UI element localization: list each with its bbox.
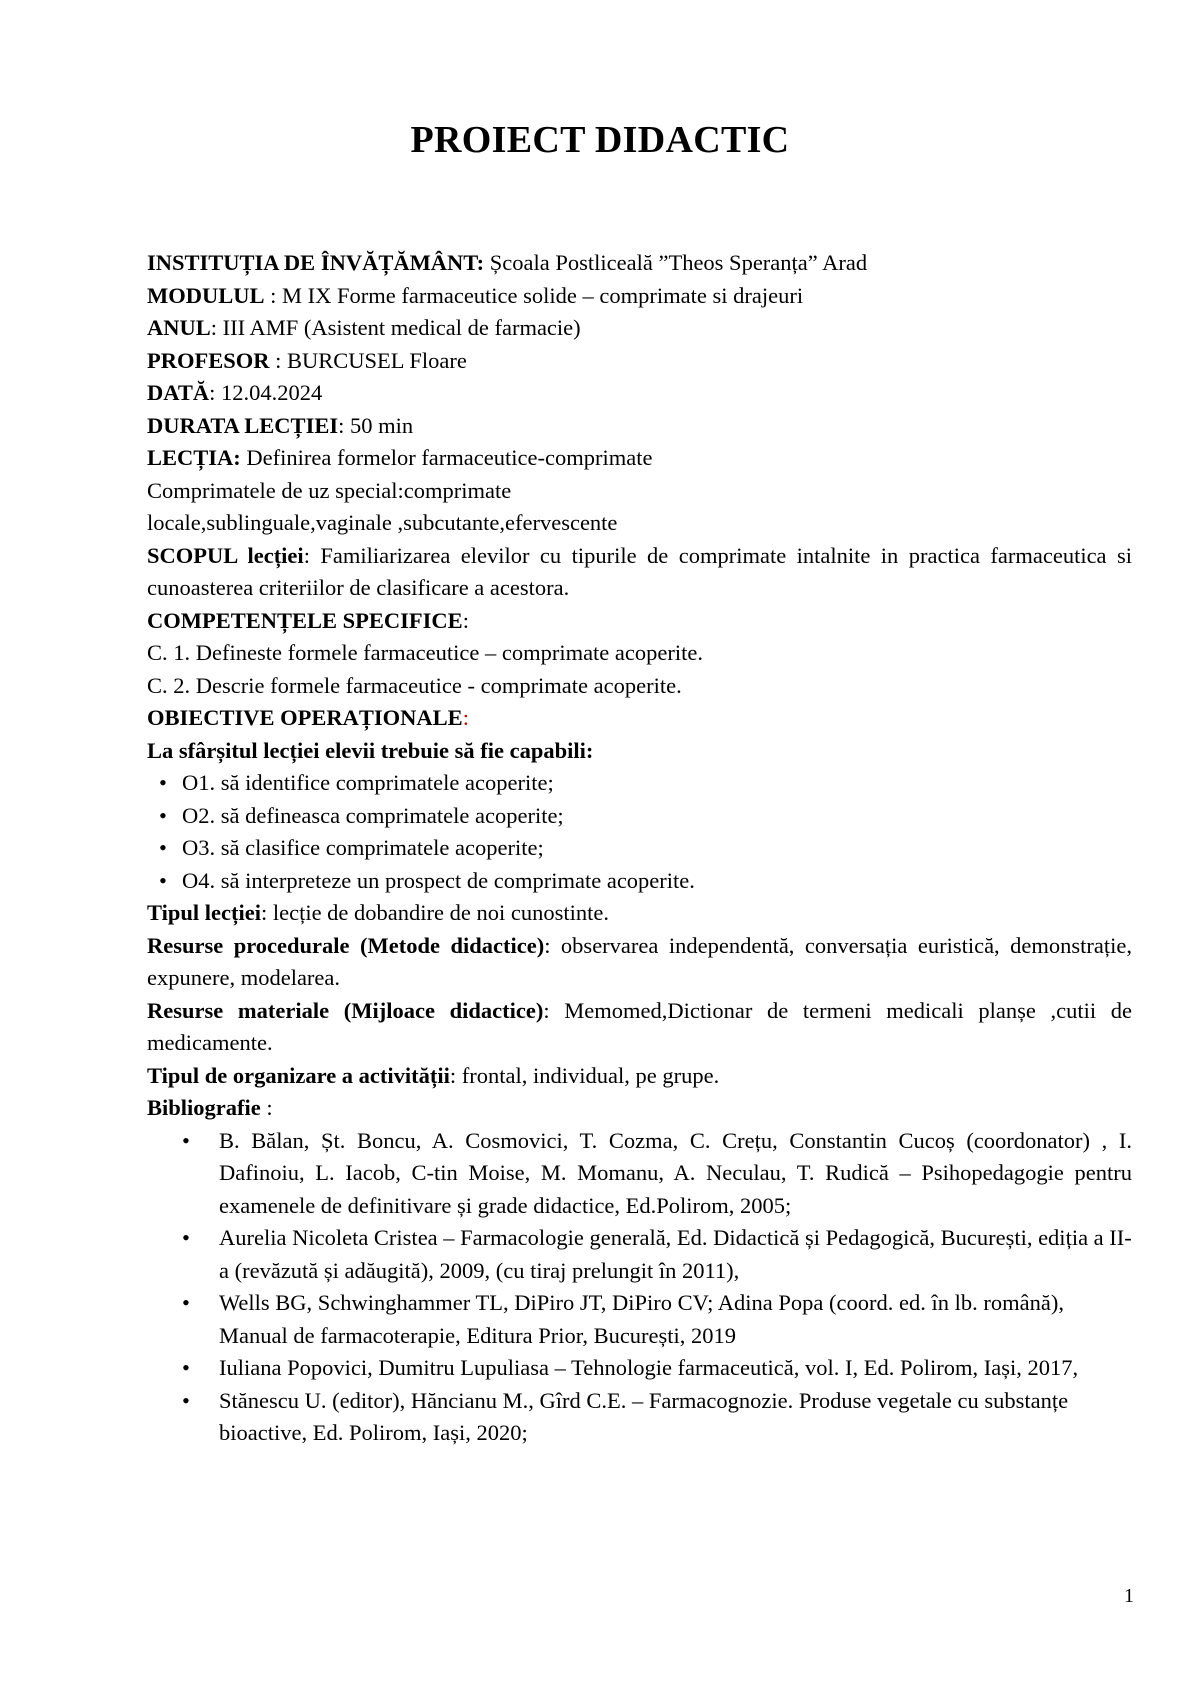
document-body bbox=[147, 247, 1132, 1450]
institutie-value: Școala Postliceală ”Theos Speranța” Arad bbox=[484, 250, 868, 275]
obiective-list bbox=[147, 767, 1132, 897]
durata-line bbox=[147, 410, 1132, 443]
resproc-value: : observarea independentă, conversația euristică, demonstrație, expunere, modelarea. bbox=[147, 932, 1133, 990]
anul-value: : III AMF (Asistent medical de farmacie) bbox=[210, 315, 581, 340]
list-item bbox=[147, 1222, 1132, 1287]
biblio-colon: : bbox=[260, 1095, 273, 1120]
list-item bbox=[147, 800, 1132, 833]
lectia-value: Definirea formelor farmaceutice-comprimate bbox=[240, 445, 653, 470]
competenta-item: C. 1. Defineste formele farmaceutice – comprimate acoperite. bbox=[147, 640, 703, 665]
institutie-line bbox=[147, 247, 1132, 280]
obiectiv-text: O2. să defineasca comprimatele acoperite; bbox=[182, 802, 564, 828]
durata-value: : 50 min bbox=[338, 412, 414, 438]
bibliografie-list bbox=[147, 1125, 1132, 1450]
list-item bbox=[147, 1125, 1132, 1223]
data-value: : 12.04.2024 bbox=[209, 380, 323, 405]
bibliografie-text: Iuliana Popovici, Dumitru Lupuliasa – Tehnologie farmaceutică, vol. I, Ed. Polirom, Iași, 2017, bbox=[219, 1355, 1079, 1380]
bibliografie-text: B. Bălan, Șt. Boncu, A. Cosmovici, T. Cozma, C. Crețu, Constantin Cucoș (coordonator) , I. Dafinoiu, L. Iacob, C-tin Moise, M. Momanu, A. Neculau, T. Rudică – Psihopedagogie pentru examenele de definitivare și grade didactice, Ed.Polirom, 2005; bbox=[219, 1127, 1132, 1218]
obiective-label: OBIECTIVE OPERAȚIONALE bbox=[147, 705, 463, 730]
bullet-icon: • bbox=[159, 802, 167, 828]
institutie-label: INSTITUȚIA DE ÎNVĂȚĂMÂNT: bbox=[147, 250, 485, 275]
list-item bbox=[147, 767, 1132, 800]
bullet-icon: • bbox=[159, 867, 167, 893]
page-number: 1 bbox=[1124, 1585, 1134, 1607]
lectia-line-2: Comprimatele de uz special:comprimate bbox=[147, 477, 512, 503]
competente-heading bbox=[147, 605, 1132, 638]
list-item bbox=[147, 1352, 1132, 1385]
profesor-label: PROFESOR bbox=[147, 347, 270, 373]
anul-label: ANUL bbox=[147, 315, 211, 340]
modul-line bbox=[147, 280, 1132, 313]
bullet-icon: • bbox=[182, 1225, 190, 1250]
list-item bbox=[147, 832, 1132, 865]
org-label: Tipul de organizare a activității bbox=[147, 1062, 450, 1088]
tip-value: : lecție de dobandire de noi cunostinte. bbox=[260, 900, 609, 925]
scop-label: SCOPUL lecției bbox=[147, 542, 304, 568]
lectia-line-3: locale,sublinguale,vaginale ,subcutante,efervescente bbox=[147, 510, 618, 535]
obiective-heading bbox=[147, 702, 1132, 735]
bullet-icon: • bbox=[182, 1387, 190, 1413]
scop-value: : Familiarizarea elevilor cu tipurile de comprimate intalnite in practica farmaceutica si cunoasterea criteriilor de clasificare a acestora. bbox=[147, 542, 1132, 600]
bullet-icon: • bbox=[159, 835, 167, 860]
bibliografie-text: Aurelia Nicoleta Cristea – Farmacologie generală, Ed. Didactică și Pedagogică, București, ediția a II-a (revăzută și adăugită), 2009, (cu tiraj prelungit în 2011), bbox=[219, 1225, 1132, 1283]
resproc-paren: (Metode didactice) bbox=[349, 932, 545, 958]
organizare-line bbox=[147, 1060, 1132, 1093]
bullet-icon: • bbox=[182, 1355, 190, 1380]
data-label: DATĂ bbox=[147, 380, 210, 405]
obiective-intro: La sfârșitul lecției elevii trebuie să fie capabili: bbox=[147, 737, 594, 763]
document-title: PROIECT DIDACTIC bbox=[410, 119, 790, 161]
scop-paragraph bbox=[147, 540, 1132, 605]
tip-lectie-line bbox=[147, 897, 1132, 930]
profesor-line bbox=[147, 345, 1132, 378]
obiectiv-text: O3. să clasifice comprimatele acoperite; bbox=[182, 835, 544, 860]
bullet-icon: • bbox=[159, 770, 167, 795]
lectia-line bbox=[147, 442, 1132, 475]
bullet-icon: • bbox=[182, 1127, 190, 1153]
list-item bbox=[147, 1287, 1132, 1352]
list-item bbox=[147, 1385, 1132, 1450]
tip-label: Tipul lecției bbox=[147, 900, 261, 925]
durata-label: DURATA LECȚIEI bbox=[147, 412, 339, 438]
resurse-procedurale-paragraph bbox=[147, 930, 1132, 995]
profesor-value: : BURCUSEL Floare bbox=[269, 347, 467, 373]
bibliografie-text: Stănescu U. (editor), Hăncianu M., Gîrd C.E. – Farmacognozie. Produse vegetale cu substanțe bioactive, Ed. Polirom, Iași, 2020; bbox=[219, 1387, 1069, 1445]
competenta-item: C. 2. Descrie formele farmaceutice - comprimate acoperite. bbox=[147, 672, 682, 698]
resmat-label: Resurse materiale bbox=[147, 997, 330, 1023]
obiectiv-text: O4. să interpreteze un prospect de comprimate acoperite. bbox=[182, 867, 695, 893]
resmat-paren: (Mijloace didactice) bbox=[329, 997, 544, 1023]
data-line bbox=[147, 377, 1132, 410]
resproc-label: Resurse procedurale bbox=[147, 932, 350, 958]
modul-label: MODULUL bbox=[147, 282, 265, 308]
bibliografie-heading bbox=[147, 1092, 1132, 1125]
bullet-icon: • bbox=[182, 1290, 190, 1315]
bibliografie-text: Wells BG, Schwinghammer TL, DiPiro JT, DiPiro CV; Adina Popa (coord. ed. în lb. română), Manual de farmacoterapie, Editura Prior, București, 2019 bbox=[219, 1290, 1064, 1348]
anul-line bbox=[147, 312, 1132, 345]
resurse-materiale-paragraph bbox=[147, 995, 1132, 1060]
biblio-label: Bibliografie bbox=[147, 1095, 261, 1120]
list-item bbox=[147, 865, 1132, 898]
lectia-label: LECȚIA: bbox=[147, 445, 241, 470]
obiectiv-text: O1. să identifice comprimatele acoperite; bbox=[182, 770, 554, 795]
org-value: : frontal, individual, pe grupe. bbox=[449, 1062, 720, 1088]
competente-colon: : bbox=[462, 607, 469, 633]
modul-value: : M IX Forme farmaceutice solide – comprimate si drajeuri bbox=[264, 282, 804, 308]
resmat-value: : Memomed,Dictionar de termeni medicali planșe ,cutii de medicamente. bbox=[147, 997, 1132, 1055]
obiective-colon: : bbox=[462, 705, 469, 730]
competente-label: COMPETENȚELE SPECIFICE bbox=[147, 607, 463, 633]
